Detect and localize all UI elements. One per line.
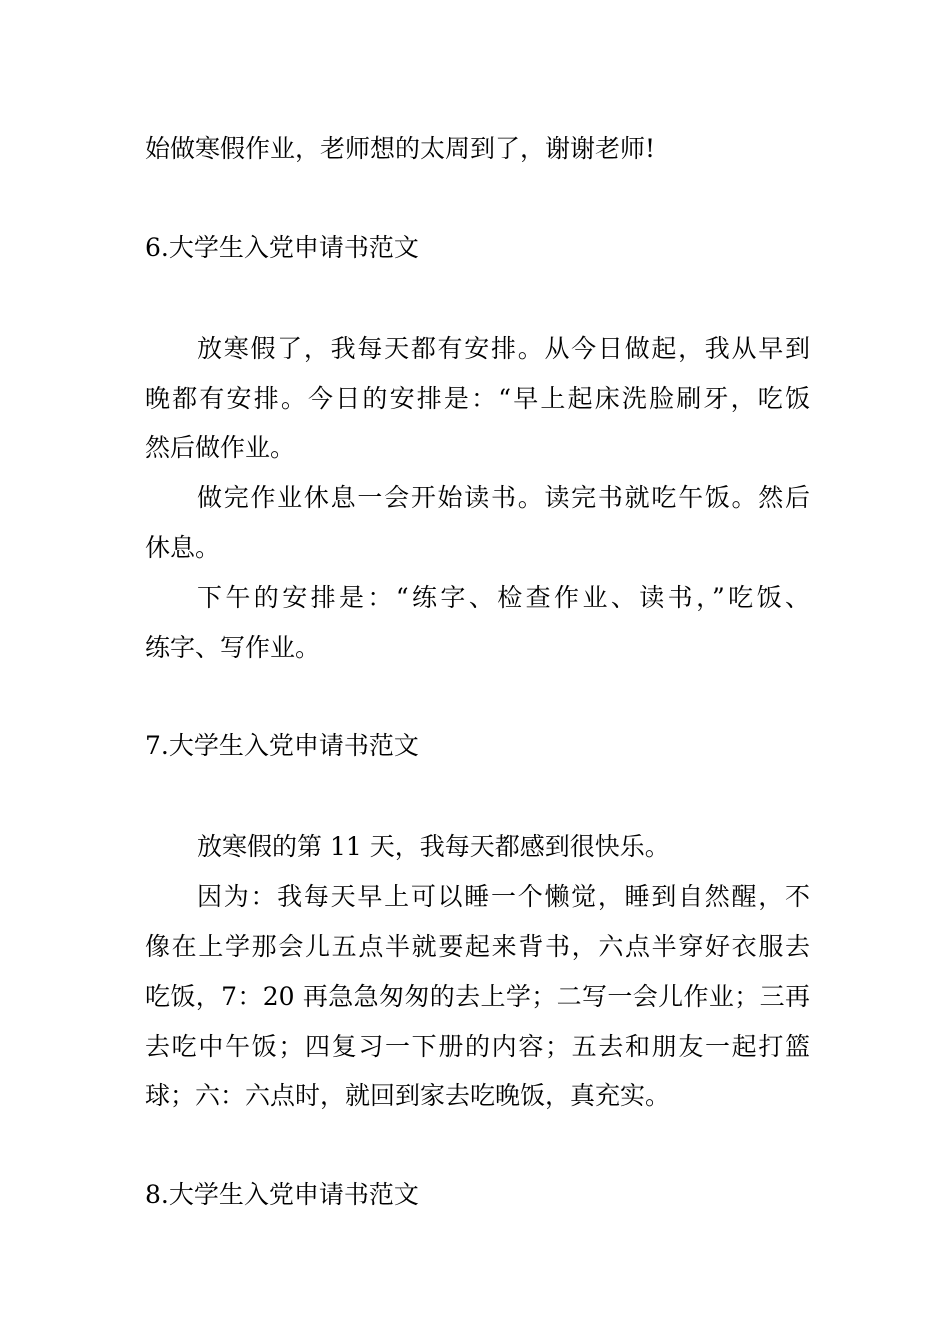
- paragraph-continuation-line: 始做寒假作业，老师想的太周到了，谢谢老师!: [145, 134, 656, 163]
- paragraph-line: 放寒假的第 11 天，我每天都感到很快乐。: [197, 832, 670, 861]
- paragraph-line: 下午的安排是：“练字、检查作业、读书，”吃饭、: [197, 583, 810, 612]
- paragraph-line: 吃饭，7：20 再急急匆匆的去上学；二写一会儿作业；三再: [145, 982, 810, 1011]
- section-heading-6: 6.大学生入党申请书范文: [145, 233, 419, 262]
- paragraph-line: 然后做作业。: [145, 433, 296, 462]
- section-heading-8: 8.大学生入党申请书范文: [145, 1180, 419, 1209]
- paragraph-line: 因为：我每天早上可以睡一个懒觉，睡到自然醒，不: [197, 882, 810, 911]
- paragraph-line: 晚都有安排。今日的安排是：“早上起床洗脸刷牙，吃饭: [145, 384, 810, 413]
- paragraph-line: 做完作业休息一会开始读书。读完书就吃午饭。然后: [197, 483, 810, 512]
- paragraph-line: 放寒假了，我每天都有安排。从今日做起，我从早到: [197, 334, 810, 363]
- paragraph-line: 练字、写作业。: [145, 633, 321, 662]
- paragraph-line: 休息。: [145, 533, 221, 562]
- section-heading-7: 7.大学生入党申请书范文: [145, 731, 419, 760]
- paragraph-line: 去吃中午饭；四复习一下册的内容；五去和朋友一起打篮: [145, 1032, 810, 1061]
- paragraph-line: 像在上学那会儿五点半就要起来背书，六点半穿好衣服去: [145, 932, 810, 961]
- paragraph-line: 球；六：六点时，就回到家去吃晚饭，真充实。: [145, 1081, 671, 1110]
